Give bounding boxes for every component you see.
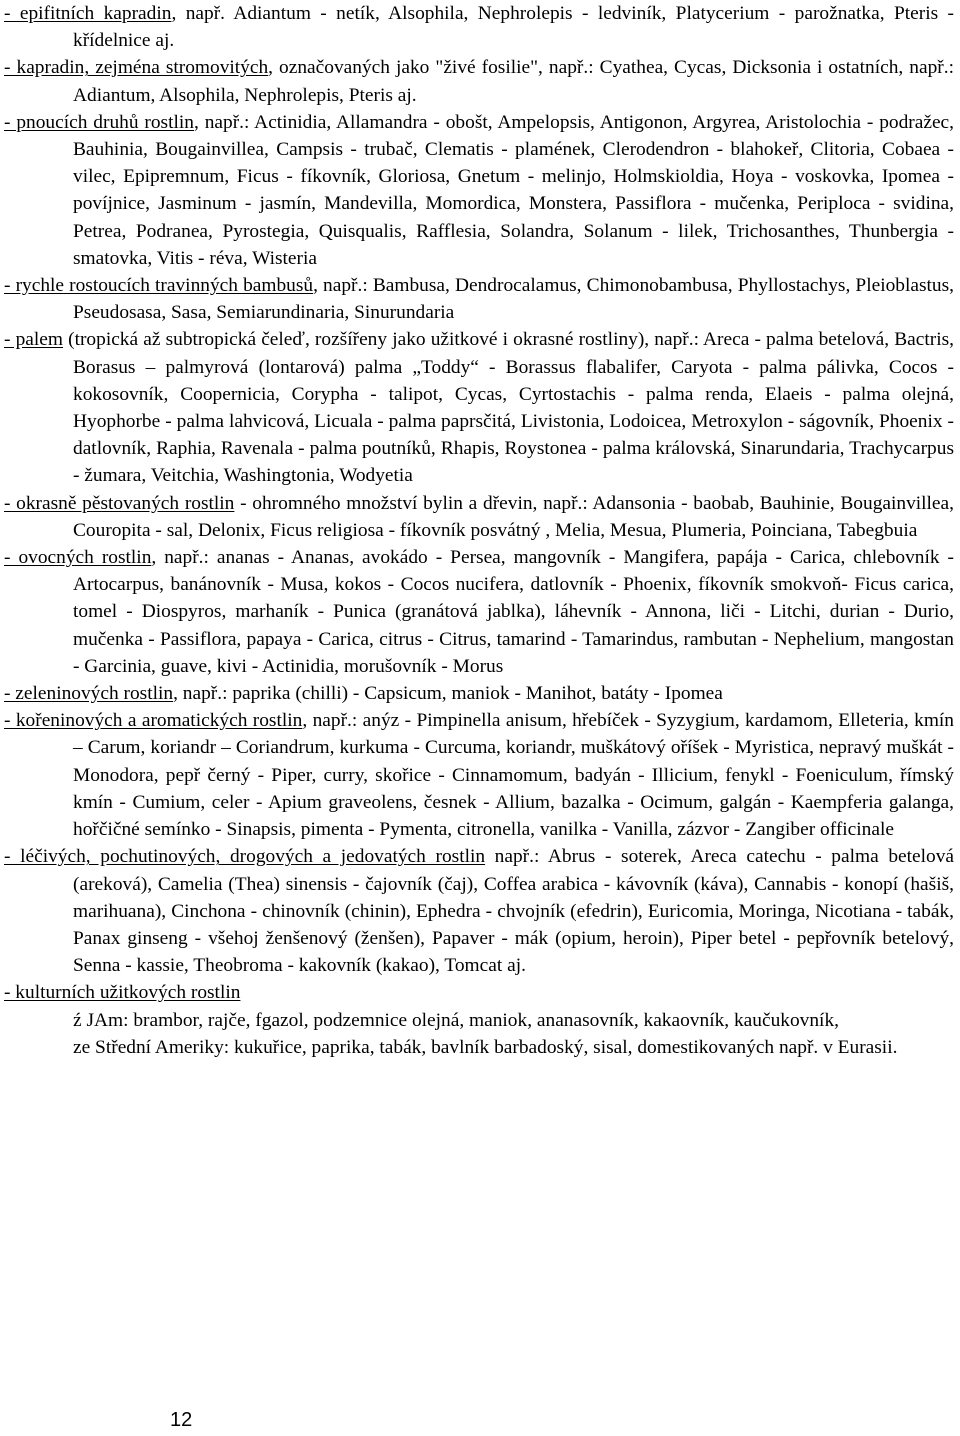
entry-heading: - rychle rostoucích travinných bambusů [4,275,314,297]
list-entry-fruit-plants [4,544,954,680]
entry-heading: - kapradin, zejména stromovitých [4,57,269,79]
entry-heading: - léčivých, pochutinových, drogových a jedovatých rostlin [4,846,486,868]
sub-line-central-america: ze Střední Ameriky: kukuřice, paprika, tabák, bavlník barbadoský, sisal, domestikovaných např. v Eurasii. [73,1036,898,1058]
list-entry-spice-plants [4,707,954,843]
entry-text: , např.: anýz - Pimpinella anisum, hřebíček - Syzygium, kardamom, Elleteria, kmín – Carum, koriandr – Coriandrum, kurkuma - Curcuma, koriandr, muškátový oříšek - Myristica, nepravý muškát - Monodora, pepř černý - Piper, curry, skořice - Cinnamomum, badyán - Illicium, fenykl - Foeniculum, římský kmín - Cumium, celer - Apium graveolens, česnek - Allium, bazalka - Ocimum, galgán - Kaempferia galanga, hořčičné semínko - Sinapsis, pimenta - Pymenta, citronella, vanilka - Vanilla, zázvor - Zangiber officinale [73,710,954,841]
entry-heading: - pnoucích druhů rostlin [4,111,194,133]
entry-text: např.: Abrus - soterek, Areca catechu - palma betelová (areková), Camelia (Thea) sinensis - čajovník (čaj), Coffea arabica - kávovník (káva), Cannabis - konopí (hašiš, marihuana), Cinchona - chinovník (chinin), Ephedra - chvojník (efedrin), Euricomia, Moringa, Nicotiana - tabák, Panax ginseng - všehoj ženšenový (ženšen), Papaver - mák (opium, heroin), Piper betel - pepřovník betelový, Senna - kassie, Theobroma - kakovník (kakao), Tomcat aj. [73,846,954,977]
document-body [4,0,954,1061]
entry-text: - ohromného množství bylin a dřevin, např.: Adansonia - baobab, Bauhinie, Bougainvillea, Couropita - sal, Delonix, Ficus religiosa - fíkovník posvátný , Melia, Mesua, Plumeria, Poinciana, Tabegbuia [73,492,954,541]
entry-heading: - palem [4,329,63,351]
list-entry-epiphytic-ferns [4,0,954,54]
list-entry-cultural-plants [4,979,954,1006]
entry-text: , např.: Bambusa, Dendrocalamus, Chimonobambusa, Phyllostachys, Pleioblastus, Pseudosasa, Sasa, Semiarundinaria, Sinurundaria [73,275,954,324]
list-entry-vegetables [4,680,954,707]
entry-text: , např.: paprika (chilli) - Capsicum, maniok - Manihot, batáty - Ipomea [173,683,723,705]
entry-text: , označovaných jako "živé fosilie", např.: Cyathea, Cycas, Dicksonia i ostatních, např.: Adiantum, Alsophila, Nephrolepis, Pteris aj. [73,57,954,106]
entry-heading: - zeleninových rostlin [4,683,174,705]
list-entry-tree-ferns [4,54,954,108]
entry-text: (tropická až subtropická čeleď, rozšířeny jako užitkové i okrasné rostliny), např.: Areca - palma betelová, Bactris, Borasus – palmyrová (lontarová) palma „Toddy“ - Borassus flabalifer, Caryota - palma pálivka, Cocos - kokosovník, Coopernicia, Corypha - talipot, Cycas, Cyrtostachis - palma renda, Elaeis - palma olejná, Hyophorbe - palma lahvicová, Licuala - palma paprsčitá, Livistonia, Lodoicea, Metroxylon - ságovník, Phoenix - datlovník, Raphia, Ravenala - palma poutníků, Rhapis, Roystonea - palma královská, Sinarundaria, Trachycarpus - žumara, Veitchia, Washingtonia, Wodyetia [62,329,955,487]
entry-heading: - ovocných rostlin [4,547,152,569]
entry-text: , např.: Actinidia, Allamandra - obošt, Ampelopsis, Antigonon, Argyrea, Aristolochia - podražec, Bauhinia, Bougainvillea, Campsis - trubač, Clematis - plamének, Clerodendron - blahokeř, Clitoria, Cobaea - vilec, Epipremnum, Ficus - fíkovník, Gloriosa, Gnetum - melinjo, Holmskioldia, Hoya - voskovka, Ipomea - povíjnice, Jasminum - jasmín, Mandevilla, Momordica, Monstera, Passiflora - mučenka, Periploca - svidina, Petrea, Podranea, Pyrostegia, Quisqualis, Rafflesia, Solandra, Solanum - lilek, Trichosanthes, Thunbergia - smatovka, Vitis - réva, Wisteria [73,111,955,269]
list-entry-medicinal-plants [4,843,954,979]
list-entry-bamboos [4,272,954,326]
list-entry-ornamental-plants [4,490,954,544]
list-entry-palms [4,326,954,489]
list-entry-climbing-plants [4,109,954,272]
entry-text: , např.: ananas - Ananas, avokádo - Persea, mangovník - Mangifera, papája - Carica, chlebovník - Artocarpus, banánovník - Musa, kokos - Cocos nucifera, datlovník - Phoenix, fíkovník smokvoň- Ficus carica, tomel - Diospyros, marhaník - Punica (granátová jablka), láhevník - Annona, liči - Litchi, durian - Durio, mučenka - Passiflora, papaya - Carica, citrus - Citrus, tamarind - Tamarindus, rambutan - Nephelium, mangostan - Garcinia, guave, kivi - Actinidia, morušovník - Morus [73,547,955,677]
entry-heading: - kulturních užitkových rostlin [4,982,241,1004]
entry-text: , např. Adiantum - netík, Alsophila, Nephrolepis - ledviník, Platycerium - parožnatka, Pteris - křídelnice aj. [73,3,955,52]
sub-line-south-america: ź JAm: brambor, rajče, fgazol, podzemnice olejná, maniok, ananasovník, kakaovník, kaučukovník, [73,1009,839,1031]
entry-heading: - kořeninových a aromatických rostlin [4,710,303,732]
page-number: 12 [170,1409,193,1431]
entry-heading: - epifitních kapradin [4,3,172,24]
entry-heading: - okrasně pěstovaných rostlin [4,492,235,514]
